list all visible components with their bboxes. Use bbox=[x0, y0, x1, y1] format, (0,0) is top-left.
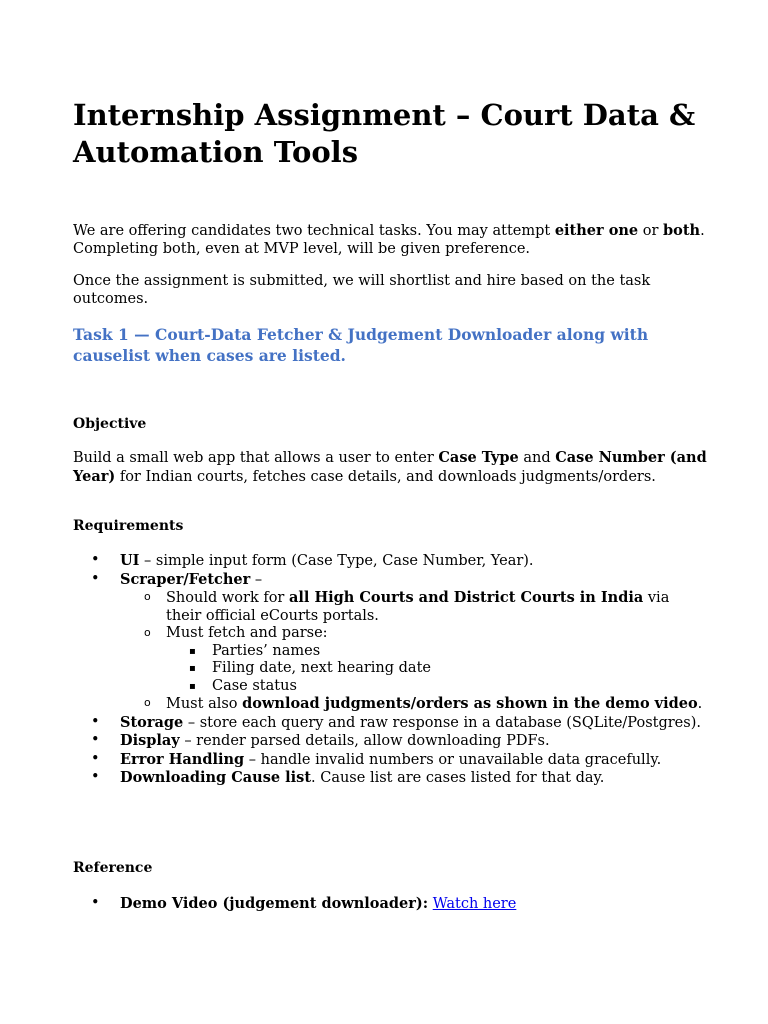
watch-here-link[interactable]: Watch here bbox=[432, 896, 517, 912]
intro-paragraph-1: We are offering candidates two technical tasks. You may attempt either one or both. Completing both, even at MVP level, will be given preference. bbox=[73, 222, 705, 257]
list-item: ▪ Parties’ names bbox=[73, 643, 708, 661]
list-item: ▪ Filing date, next hearing date bbox=[73, 660, 708, 678]
scraper-sublist bbox=[120, 589, 708, 714]
page-title: Internship Assignment – Court Data & Automation Tools bbox=[73, 98, 696, 169]
reference-list bbox=[73, 895, 708, 914]
list-item: • Downloading Cause list. Cause list are cases listed for that day. bbox=[73, 769, 708, 788]
list-item: • Scraper/Fetcher – o Should work for all High Courts and District Courts in India via their official eCourts portals. o Must fetch and parse: ▪ Parties’ names ▪ Filing date, next hearing date ▪ Case status o Must also download judgments/orders as shown in the demo video. bbox=[73, 571, 708, 714]
list-item: • Storage – store each query and raw response in a database (SQLite/Postgres). bbox=[73, 714, 708, 733]
intro-paragraph-2: Once the assignment is submitted, we will shortlist and hire based on the task outcomes. bbox=[73, 273, 651, 307]
list-item: o Must fetch and parse: ▪ Parties’ names ▪ Filing date, next hearing date ▪ Case status bbox=[73, 625, 708, 695]
list-item: • Error Handling – handle invalid numbers or unavailable data gracefully. bbox=[73, 751, 708, 770]
list-item: • UI – simple input form (Case Type, Case Number, Year). bbox=[73, 552, 708, 571]
objective-paragraph: Build a small web app that allows a user to enter Case Type and Case Number (and Year) for Indian courts, fetches case details, and downloads judgments/orders. bbox=[73, 449, 707, 485]
task-1-heading: Task 1 — Court-Data Fetcher & Judgement Downloader along with causelist when cases are listed. bbox=[73, 325, 649, 365]
list-item: • Demo Video (judgement downloader): Watch here bbox=[73, 895, 708, 914]
list-item: ▪ Case status bbox=[73, 678, 708, 696]
reference-heading: Reference bbox=[73, 860, 153, 876]
parse-sublist bbox=[166, 643, 708, 696]
objective-heading: Objective bbox=[73, 416, 147, 432]
list-item: o Should work for all High Courts and District Courts in India via their official eCourts portals. bbox=[73, 589, 708, 625]
requirements-list bbox=[73, 552, 708, 788]
list-item: o Must also download judgments/orders as shown in the demo video. bbox=[73, 695, 708, 714]
list-item: • Display – render parsed details, allow downloading PDFs. bbox=[73, 732, 708, 751]
requirements-heading: Requirements bbox=[73, 518, 184, 534]
